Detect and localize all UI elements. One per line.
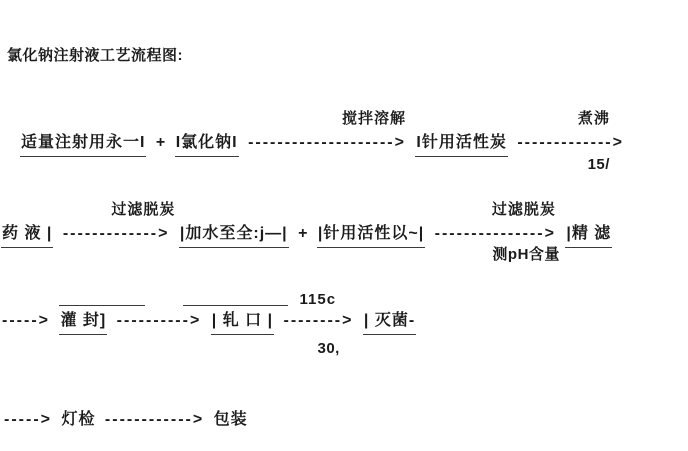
flow-row-inspection-packaging — [4, 410, 248, 430]
flow-row-filling-sterilization — [2, 291, 416, 357]
arrow-label-filter-decarbon: 过滤脱炭 — [111, 201, 176, 218]
node-needle-activated-carbon: I针用活性炭 — [415, 133, 507, 157]
arrow-label-stir-dissolve: 搅拌溶解 — [341, 110, 406, 127]
node-fill-seal: 灌 封] — [59, 311, 107, 335]
flow-arrow-to-packaging — [105, 410, 204, 430]
node-packaging: 包装 — [213, 411, 248, 428]
node-capping: | 轧 口 | — [211, 311, 274, 335]
plus-sign: + — [298, 225, 308, 242]
arrow-dashes: -------------> — [62, 225, 170, 242]
arrow-dashes: --------> — [283, 312, 354, 329]
node-needle-activated-carbon-2: |针用活性以~| — [317, 224, 425, 248]
node-light-inspection: 灯检 — [61, 411, 96, 428]
flow-row-filtration — [1, 201, 612, 263]
page-title: 氯化钠注射液工艺流程图: — [7, 47, 183, 64]
flow-row-dissolution — [20, 110, 629, 173]
node-injection-water: 适量注射用永一I — [20, 133, 146, 157]
flow-arrow-to-sterilize — [283, 291, 354, 357]
lead-arrow: -----> — [4, 411, 52, 428]
arrow-label-115c: 115c — [299, 291, 337, 308]
node-add-water-to-full: |加水至全:j—| — [179, 224, 289, 248]
flow-arrow-boil — [517, 110, 624, 173]
plus-sign: + — [155, 134, 166, 151]
arrow-dashes: ----------> — [116, 312, 202, 329]
arrow-dashes: ------------> — [104, 411, 205, 428]
fill-seal-box — [59, 311, 107, 335]
arrow-label-30: 30, — [317, 340, 340, 357]
arrow-dashes: -------------> — [517, 134, 624, 151]
flow-arrow-stir-dissolve — [248, 110, 406, 153]
arrow-dashes: ---------------> — [434, 225, 556, 242]
node-fine-filtration: |精 滤 — [565, 224, 612, 248]
arrow-label-boil: 煮沸 — [577, 110, 610, 127]
node-sterilization: | 灭菌- — [363, 311, 416, 335]
arrow-label-measure-ph: 测pH含量 — [492, 246, 560, 263]
flow-arrow-filter-decarbon-2 — [434, 201, 560, 263]
arrow-label-filter-decarbon-2: 过滤脱炭 — [491, 201, 556, 218]
node-drug-liquid: 药 液 | — [1, 224, 53, 248]
lead-arrow: -----> — [2, 312, 50, 329]
flow-arrow-filter-decarbon-1 — [62, 201, 176, 244]
node-sodium-chloride: I氯化钠I — [175, 133, 239, 157]
flow-arrow-to-capping — [117, 311, 202, 331]
capping-box — [211, 311, 274, 335]
arrow-dashes: --------------------> — [248, 134, 406, 151]
arrow-label-15: 15/ — [587, 156, 610, 173]
